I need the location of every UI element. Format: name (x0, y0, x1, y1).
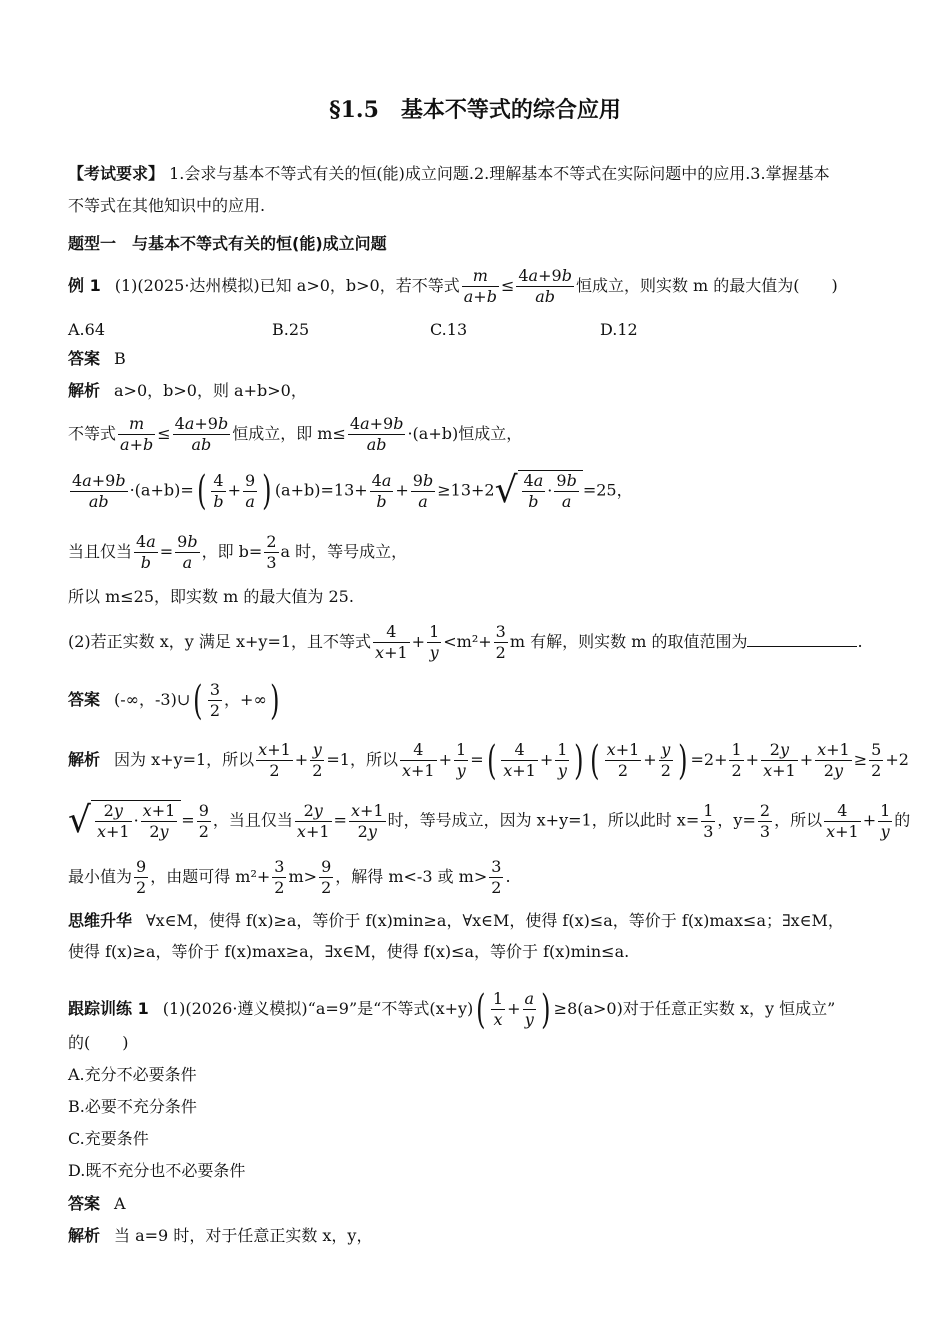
example-1-label: 例 1 (68, 276, 101, 295)
question-2: (2)若正实数 x，y 满足 x+y=1，且不等式 $\frac{4}{x+1}$ + $\frac{1}{y}$ <m²+ $\frac{3}{2}$ m 有解，则实数 m 的取值范围为 . (68, 622, 863, 662)
option-b[interactable]: B.25 (272, 320, 310, 339)
analysis-b3-mid2: m> (288, 867, 318, 886)
fraction-4-over-x1: $\frac{4}{x+1}$ (826, 800, 859, 841)
answer-label: 答案 (68, 349, 101, 368)
analysis-text-1: a>0，b>0，则 a+b>0， (114, 381, 307, 400)
fraction-3-over-2: $\frac{3}{2}$ (491, 857, 502, 897)
answer-2-part-b: ，+∞ (224, 690, 267, 709)
fraction-1-over-y: $\frac{1}{y}$ (456, 740, 467, 780)
analysis-2-mid: 恒成立，即 m≤ (232, 424, 346, 443)
question-2-mid: <m²+ (443, 632, 492, 651)
analysis-b3-dot: . (505, 867, 511, 886)
analysis-2-label: 解析 (68, 750, 101, 769)
analysis-line-3: $\frac{4a+9b}{ab}$ ·(a+b)=( $\frac{4}{b}$ + $\frac{9}{a}$ ) (a+b)=13+ $\frac{4a}{b}$ + $\frac{9b}{a}$ ≥13+2√ $\frac{4a}{b}$ · $\frac{9b}{a}$ =25， (72, 468, 633, 514)
analysis-b2-mid: ，当且仅当 (212, 810, 293, 830)
analysis-line-5: 所以 m≤25，即实数 m 的最大值为 25. (68, 587, 354, 606)
fraction-4-over-x1: $\frac{4}{x+1}$ (375, 622, 408, 662)
track-label: 跟踪训练 1 (68, 999, 149, 1018)
fraction-1-over-y: $\frac{1}{y}$ (557, 740, 568, 780)
fraction-1-over-2: $\frac{1}{2}$ (731, 740, 742, 780)
fraction-9-over-2: $\frac{9}{2}$ (136, 857, 147, 897)
analysis-line-2: 不等式 $\frac{m}{a+b}$ ≤ $\frac{4a+9b}{ab}$ 恒成立，即 m≤ $\frac{4a+9b}{ab}$ ·(a+b)恒成立， (68, 414, 523, 454)
fraction-y-over-2: $\frac{y}{2}$ (312, 740, 323, 780)
track-line-2: 的( ) (68, 1033, 129, 1052)
track-question: 跟踪训练 1 (1)(2026·遵义模拟)“a=9”是“不等式(x+y)( $\frac{1}{x}$ + $\frac{a}{y}$ ) ≥8(a>0)对于任意正实数 x，y 恒成立” (68, 986, 836, 1033)
option-a[interactable]: A.64 (68, 320, 105, 339)
track-option-a[interactable]: A.充分不必要条件 (68, 1065, 197, 1084)
fraction-4a9b-over-ab: $\frac{4a+9b}{ab}$ (72, 470, 126, 511)
fraction-3-over-2: $\frac{3}{2}$ (274, 857, 285, 897)
example-1-condition: a>0，b>0，若不等式 (296, 276, 460, 295)
fraction-9-over-a: $\frac{9}{a}$ (245, 470, 256, 511)
fraction-a-over-y: $\frac{a}{y}$ (524, 989, 535, 1029)
track-option-c[interactable]: C.充要条件 (68, 1129, 149, 1148)
analysis-line-1 (68, 383, 307, 399)
fraction-4a9b-over-ab: $\frac{4a+9b}{ab}$ (518, 266, 572, 306)
analysis-b2-eq: = (181, 810, 195, 830)
track-answer (68, 1196, 126, 1212)
fraction-4-over-x1: $\frac{4}{x+1}$ (401, 740, 435, 780)
fraction-4-over-b: $\frac{4}{b}$ (213, 470, 224, 511)
analysis-3-end: =25， (582, 480, 633, 500)
answer-line-1 (68, 351, 126, 367)
thinking-label: 思维升华 (68, 911, 133, 930)
fraction-9b-over-a: $\frac{9b}{a}$ (177, 532, 198, 572)
analysis-2-line-2: √ $\frac{2y}{x+1}$ · $\frac{x+1}{2y}$ = $\frac{9}{2}$ ，当且仅当 $\frac{2y}{x+1}$ = $\frac{x+1}{2y}$ 时，等号成立，因为 x+y=1，所以此时 x= $\frac{1}{3}$ ，y= $\frac{2}{3}$ ，所以 $\frac{4}{x+1}$ + $\frac{1}{y}$ 的 (68, 800, 911, 841)
analysis-b1-end: +2 (885, 750, 909, 769)
analysis-b1-eq1: =1，所以 (326, 750, 398, 769)
track-answer-label: 答案 (68, 1194, 101, 1213)
thinking-line-2: 使得 f(x)≥a，等价于 f(x)max≥a，∃x∈M，使得 f(x)≤a，等价于 f(x)min≤a. (68, 942, 630, 961)
fraction-2y-over-x1: $\frac{2y}{x+1}$ (296, 800, 330, 841)
fraction-4a9b-over-ab: $\frac{4a+9b}{ab}$ (349, 414, 404, 454)
fraction-4a-over-b: $\frac{4a}{b}$ (136, 532, 156, 572)
answer-2-part-a: (-∞，-3)∪ (114, 690, 191, 709)
section-heading-1: 题型一 与基本不等式有关的恒(能)成立问题 (68, 234, 387, 253)
analysis-b3-mid: ，由题可得 m²+ (150, 867, 271, 886)
analysis-2-suffix: ·(a+b)恒成立， (407, 424, 523, 443)
analysis-b3-end: ，解得 m<-3 或 m> (335, 867, 488, 886)
analysis-3-mid: ·(a+b)= (129, 480, 194, 500)
analysis-2-line-3 (68, 857, 511, 898)
option-d[interactable]: D.12 (600, 320, 638, 339)
answer-value: B (114, 349, 126, 368)
track-option-b[interactable]: B.必要不充分条件 (68, 1097, 197, 1116)
requirements-line-1 (68, 166, 830, 182)
sqrt-expression-2: $\frac{2y}{x+1}$ · $\frac{x+1}{2y}$ (91, 800, 181, 842)
fraction-1-over-y: $\frac{1}{y}$ (429, 622, 440, 662)
answer-line-2: 答案 (-∞，-3)∪( $\frac{3}{2}$ ，+∞) (68, 677, 280, 724)
answer-blank[interactable] (747, 646, 857, 647)
fraction-2-over-3: $\frac{2}{3}$ (266, 532, 277, 572)
answer-2-label: 答案 (68, 690, 101, 709)
fraction-4a-over-b: $\frac{4a}{b}$ (371, 470, 392, 511)
fraction-x1-over-2y: $\frac{x+1}{2y}$ (350, 800, 384, 841)
example-1-prefix: (1)(2025·达州模拟)已知 (114, 276, 292, 295)
analysis-2-prefix: 不等式 (68, 424, 117, 443)
fraction-y-over-2: $\frac{y}{2}$ (660, 740, 671, 780)
analysis-4-end: a 时，等号成立， (280, 542, 408, 561)
fraction-9-over-2: $\frac{9}{2}$ (321, 857, 332, 897)
fraction-x1-over-2: $\frac{x+1}{2}$ (258, 740, 291, 780)
fraction-1-over-y: $\frac{1}{y}$ (880, 800, 891, 841)
analysis-line-4: 当且仅当 $\frac{4a}{b}$ = $\frac{9b}{a}$ ，即 b= $\frac{2}{3}$ a 时，等号成立， (68, 532, 408, 572)
requirements-label: 【考试要求】 (68, 164, 165, 183)
page-title: §1.5 基本不等式的综合应用 (329, 97, 621, 123)
fraction-3-over-2: $\frac{3}{2}$ (495, 622, 506, 662)
analysis-b3-prefix: 最小值为 (68, 867, 133, 886)
question-2-prefix: (2)若正实数 x，y 满足 x+y=1，且不等式 (68, 632, 372, 651)
fraction-2-over-3: $\frac{2}{3}$ (759, 800, 771, 841)
sqrt-expression: $\frac{4a}{b}$ · $\frac{9b}{a}$ (518, 470, 583, 512)
fraction-x1-over-2y: $\frac{x+1}{2y}$ (817, 740, 850, 780)
fraction-x1-over-2: $\frac{x+1}{2}$ (606, 740, 640, 780)
example-1-question: 例 1 (1)(2025·达州模拟)已知 a>0，b>0，若不等式 $\frac{m}{a+b}$ ≤ $\frac{4a+9b}{ab}$ 恒成立，则实数 m 的最大值为( ) (68, 266, 838, 306)
analysis-3-ge: ≥13+2 (437, 480, 495, 500)
track-option-d[interactable]: D.既不充分也不必要条件 (68, 1161, 246, 1180)
thinking-line-1 (68, 913, 844, 929)
fraction-4-over-x1: $\frac{4}{x+1}$ (503, 740, 536, 780)
fraction-5-over-2: $\frac{5}{2}$ (871, 740, 882, 780)
analysis-b1-eq2: =2+ (690, 750, 728, 769)
thinking-text-1: ∀x∈M，使得 f(x)≥a，等价于 f(x)min≥a，∀x∈M，使得 f(x)≤a，等价于 f(x)max≤a；∃x∈M， (146, 911, 844, 930)
fraction-1-over-3: $\frac{1}{3}$ (703, 800, 714, 841)
question-2-suffix: m 有解，则实数 m 的取值范围为 (509, 632, 748, 651)
analysis-label: 解析 (68, 381, 101, 400)
example-1-suffix: 恒成立，则实数 m 的最大值为( ) (575, 276, 838, 295)
requirements-line-2: 不等式在其他知识中的应用. (68, 196, 266, 215)
track-analysis-text: 当 a=9 时，对于任意正实数 x，y， (114, 1226, 373, 1245)
analysis-b1-prefix: 因为 x+y=1，所以 (114, 750, 255, 769)
track-answer-value: A (114, 1194, 126, 1213)
option-c[interactable]: C.13 (430, 320, 468, 339)
fraction-9b-over-a: $\frac{9b}{a}$ (412, 470, 434, 511)
track-suffix: ≥8(a>0)对于任意正实数 x，y 恒成立” (553, 999, 836, 1018)
analysis-b1-ge: ≥ (853, 750, 868, 769)
requirements-text-1: 1.会求与基本不等式有关的恒(能)成立问题.2.理解基本不等式在实际问题中的应用.3.掌握基本 (169, 164, 830, 183)
analysis-b2-end: 的 (894, 810, 911, 830)
analysis-4-prefix: 当且仅当 (68, 542, 133, 561)
analysis-b2-so: ，所以 (774, 810, 823, 830)
analysis-4-mid: ，即 b= (201, 542, 263, 561)
track-analysis (68, 1228, 372, 1244)
question-2-end: . (857, 632, 863, 651)
fraction-4a9b-over-ab: $\frac{4a+9b}{ab}$ (174, 414, 229, 454)
analysis-3-mid2: (a+b)=13+ (274, 480, 368, 500)
track-prefix: (1)(2026·遵义模拟)“a=9”是“不等式(x+y) (162, 999, 474, 1018)
fraction-2y-over-x1: $\frac{2y}{x+1}$ (763, 740, 796, 780)
fraction-3-over-2: $\frac{3}{2}$ (209, 680, 221, 720)
fraction-m-over-a-plus-b: $\frac{m}{a+b}$ (463, 266, 497, 306)
track-analysis-label: 解析 (68, 1226, 101, 1245)
fraction-1-over-x: $\frac{1}{x}$ (492, 989, 504, 1029)
analysis-b2-mid2: 时，等号成立，因为 x+y=1，所以此时 x= (387, 810, 700, 830)
fraction-m-over-a-plus-b: $\frac{m}{a+b}$ (120, 414, 154, 454)
fraction-9-over-2: $\frac{9}{2}$ (198, 800, 209, 841)
analysis-b2-y: ，y= (717, 810, 756, 830)
analysis-2-line-1: 解析 因为 x+y=1，所以 $\frac{x+1}{2}$ + $\frac{y}{2}$ =1，所以 $\frac{4}{x+1}$ + $\frac{1}{y}$ =( $\frac{4}{x+1}$ + $\frac{1}{y}$ ) ( $\frac{x+1}{2}$ + $\frac{y}{2}$ ) =2+ $\frac{1}{2}$ + $\frac{2y}{x+1}$ + $\frac{x+1}{2y}$ ≥ $\frac{5}{2}$ +2 (68, 737, 909, 784)
